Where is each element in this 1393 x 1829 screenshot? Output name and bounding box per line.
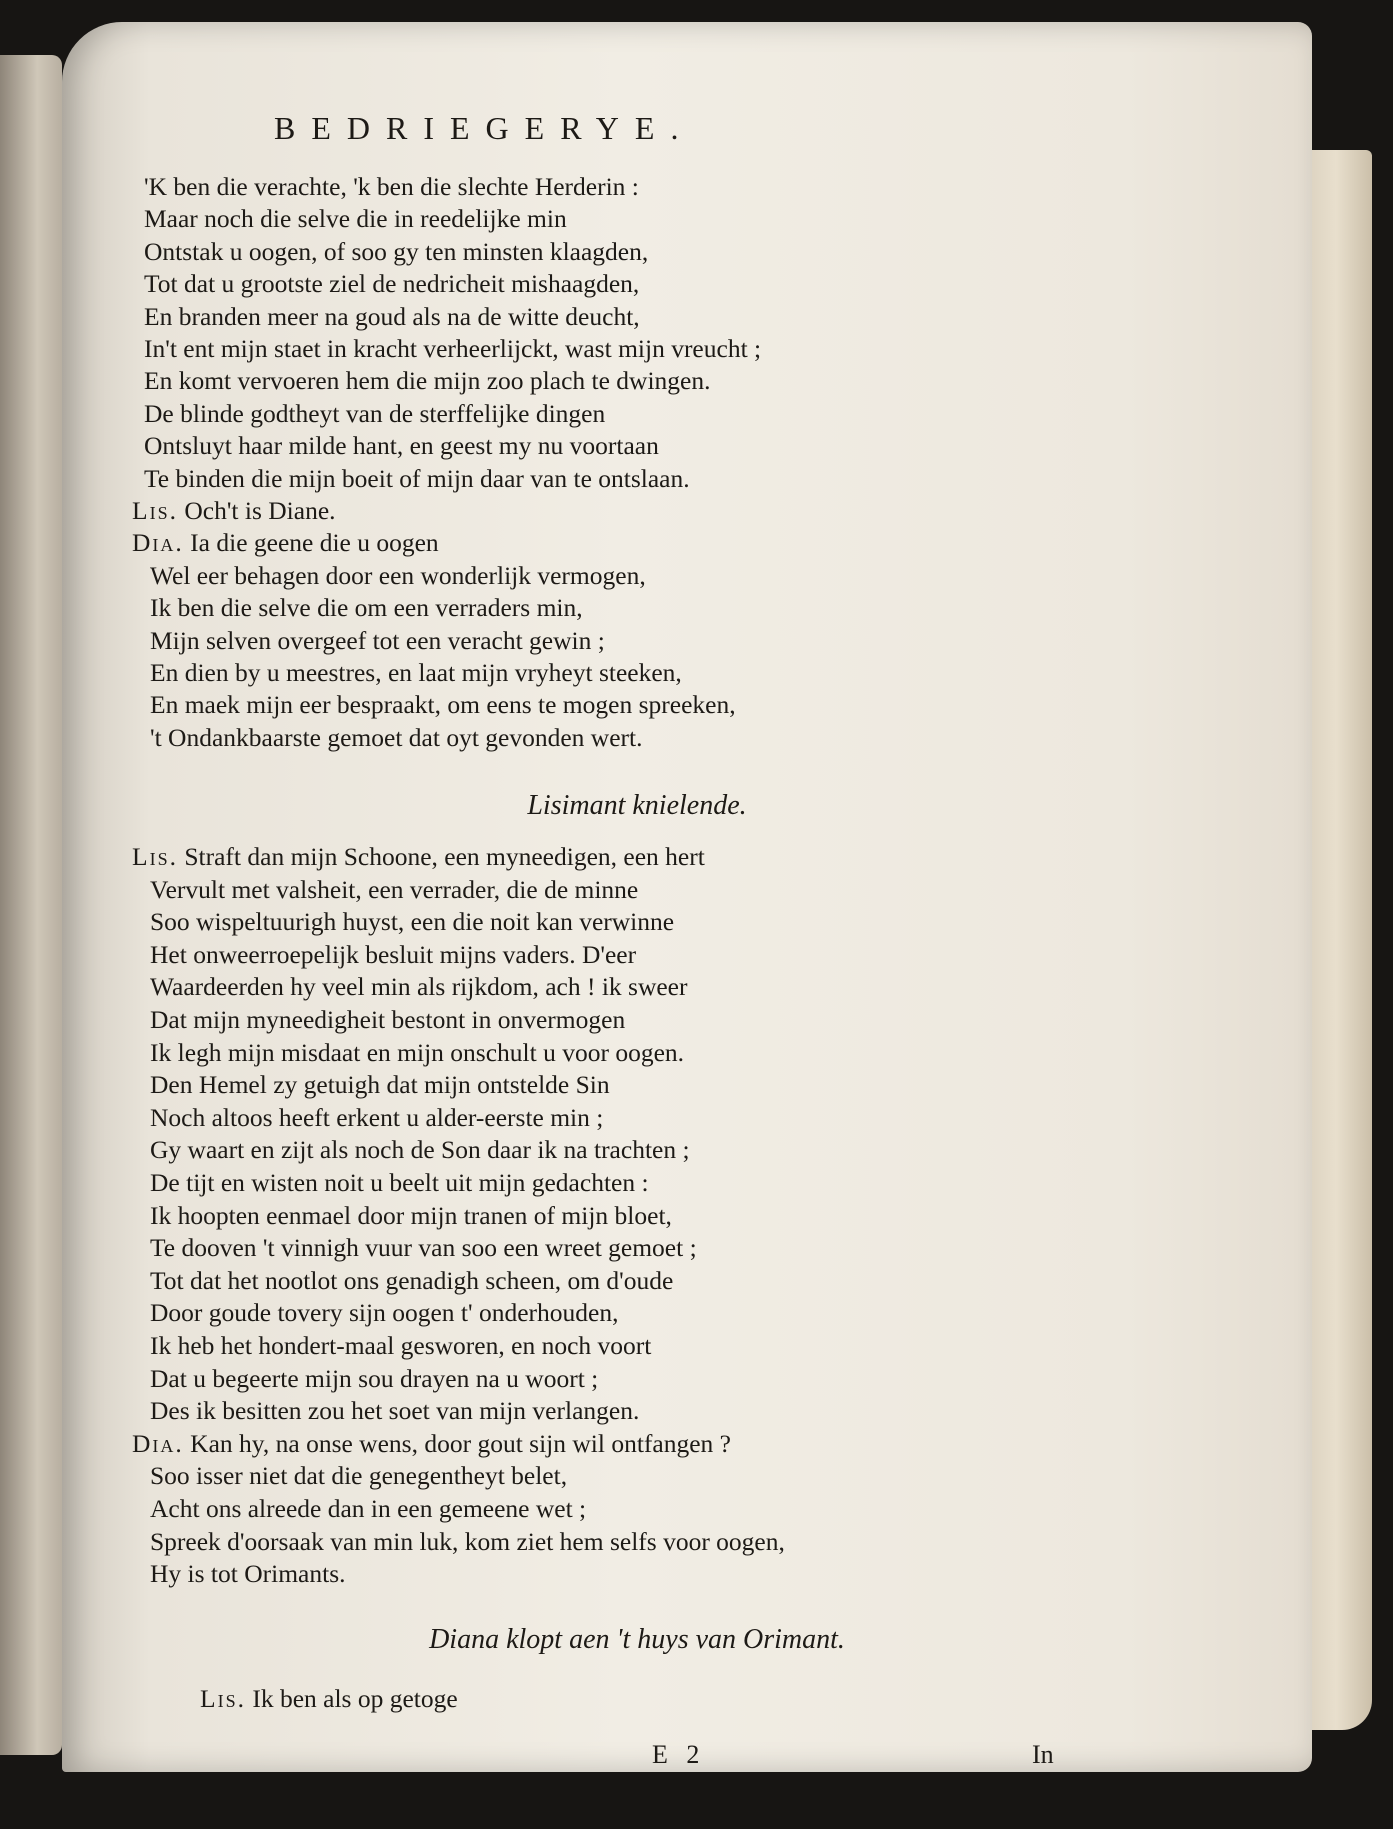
line-text: Het onweerroepelijk besluit mijns vaders. D'eer bbox=[150, 939, 637, 969]
verse-line bbox=[150, 1364, 1050, 1394]
verse-line bbox=[150, 1233, 1050, 1263]
verse-line bbox=[150, 875, 1050, 905]
line-text: Des ik besitten zou het soet van mijn verlangen. bbox=[150, 1396, 640, 1426]
line-text: Dat u begeerte mijn sou drayen na u woort ; bbox=[150, 1363, 599, 1393]
line-text: Wel eer behagen door een wonderlijk vermogen, bbox=[150, 560, 646, 590]
line-text: Vervult met valsheit, een verrader, die de minne bbox=[150, 874, 639, 904]
verse-line bbox=[150, 658, 1050, 688]
line-text: Den Hemel zy getuigh dat mijn ontstelde Sin bbox=[150, 1070, 610, 1100]
verse-line bbox=[150, 561, 1050, 591]
line-text: Spreek d'oorsaak van min luk, kom ziet hem selfs voor oogen, bbox=[150, 1526, 785, 1556]
verse-line bbox=[144, 204, 1044, 234]
line-text: Soo wispeltuurigh huyst, een die noit kan verwinne bbox=[150, 907, 675, 937]
verse-line bbox=[144, 172, 1044, 202]
line-text: 't Ondankbaarste gemoet dat oyt gevonden wert. bbox=[150, 722, 643, 752]
verse-line bbox=[144, 366, 1044, 396]
line-text: Dat mijn myneedigheit bestont in onvermogen bbox=[150, 1005, 626, 1034]
line-text: Mijn selven overgeef tot een veracht gewin ; bbox=[150, 625, 605, 655]
line-text: Ontstak u oogen, of soo gy ten minsten klaagden, bbox=[144, 236, 649, 266]
verse-line bbox=[132, 496, 1032, 526]
verse-line bbox=[150, 1038, 1050, 1068]
line-text: De tijt en wisten noit u beelt uit mijn gedachten : bbox=[150, 1168, 649, 1197]
line-text: De blinde godtheyt van de sterffelijke dingen bbox=[144, 398, 606, 428]
verse-line bbox=[144, 431, 1044, 461]
verse-line bbox=[132, 528, 1032, 558]
line-text: Door goude tovery sijn oogen t' onderhouden, bbox=[150, 1298, 619, 1328]
verse-line bbox=[144, 237, 1044, 267]
verse-line bbox=[150, 1494, 1050, 1524]
stage-direction-lisimant: Lisimant knielende. bbox=[527, 790, 747, 821]
signature-mark: E 2 bbox=[652, 1740, 706, 1769]
line-text: Hy is tot Orimants. bbox=[150, 1559, 346, 1589]
verse-line bbox=[150, 1266, 1050, 1296]
verse-line bbox=[150, 626, 1050, 656]
speaker-label: Lis. bbox=[132, 842, 178, 871]
line-text: Ik hoopten eenmael door mijn tranen of mijn bloet, bbox=[150, 1200, 672, 1230]
facing-page-edge bbox=[0, 55, 62, 1755]
verse-line bbox=[144, 399, 1044, 429]
line-text: Ia die geene die u oogen bbox=[190, 528, 439, 558]
verse-line bbox=[150, 940, 1050, 970]
stage-direction-diana: Diana klopt aen 't huys van Orimant. bbox=[429, 1624, 845, 1655]
verse-line bbox=[150, 1103, 1050, 1133]
verse-line bbox=[150, 1396, 1050, 1426]
line-text: En branden meer na goud als na de witte deucht, bbox=[144, 301, 640, 331]
verse-line bbox=[150, 1135, 1050, 1165]
line-text: Ontsluyt haar milde hant, en geest my nu voortaan bbox=[144, 431, 659, 461]
verse-line bbox=[144, 269, 1044, 299]
verse-line bbox=[150, 1559, 1050, 1589]
verse-line bbox=[144, 302, 1044, 332]
line-text: Ik heb het hondert-maal gesworen, en noch voort bbox=[150, 1331, 652, 1360]
line-text: Och't is Diane. bbox=[184, 496, 336, 525]
line-text: Te binden die mijn boeit of mijn daar van te ontslaan. bbox=[144, 463, 690, 493]
verse-line bbox=[150, 972, 1050, 1002]
line-text: Kan hy, na onse wens, door gout sijn wil ontfangen ? bbox=[190, 1428, 732, 1458]
speaker-label: Lis. bbox=[132, 496, 178, 525]
verse-line bbox=[150, 593, 1050, 623]
catchword: In bbox=[1032, 1740, 1054, 1769]
line-text: Tot dat u grootste ziel de nedricheit mishaagden, bbox=[144, 269, 640, 299]
running-head: BEDRIEGERYE. bbox=[274, 110, 695, 146]
verse-line bbox=[150, 1168, 1050, 1198]
verse-line bbox=[150, 1331, 1050, 1361]
line-text: 'K ben die verachte, 'k ben die slechte Herderin : bbox=[144, 172, 639, 201]
line-text: Gy waart en zijt als noch de Son daar ik na trachten ; bbox=[150, 1135, 690, 1165]
verse-line bbox=[150, 1461, 1050, 1491]
verse-line bbox=[150, 1005, 1050, 1035]
book-page bbox=[62, 22, 1312, 1772]
verse-line-last bbox=[200, 1684, 1100, 1714]
line-text: Tot dat het nootlot ons genadigh scheen, om d'oude bbox=[150, 1265, 674, 1295]
line-text: In't ent mijn staet in kracht verheerlijckt, wast mijn vreucht ; bbox=[144, 334, 762, 363]
line-text: En dien by u meestres, en laat mijn vryheyt steeken, bbox=[150, 658, 682, 687]
speaker-label: Dia. bbox=[132, 1428, 184, 1458]
line-text: Ik ben die selve die om een verraders min, bbox=[150, 593, 583, 623]
verse-line bbox=[150, 1298, 1050, 1328]
verse-line bbox=[150, 1070, 1050, 1100]
line-text: Ik ben als op getoge bbox=[252, 1684, 458, 1713]
line-text: Soo isser niet dat die genegentheyt belet, bbox=[150, 1461, 568, 1491]
line-text: Maar noch die selve die in reedelijke min bbox=[144, 204, 567, 234]
verse-line bbox=[132, 842, 1032, 872]
line-text: Te dooven 't vinnigh vuur van soo een wreet gemoet ; bbox=[150, 1233, 697, 1263]
verse-line bbox=[150, 1527, 1050, 1557]
line-text: Straft dan mijn Schoone, een myneedigen, een hert bbox=[184, 842, 705, 871]
line-text: En maek mijn eer bespraakt, om eens te mogen spreeken, bbox=[150, 690, 736, 720]
verse-line bbox=[150, 907, 1050, 937]
speaker-label: Dia. bbox=[132, 528, 184, 558]
verse-line bbox=[150, 1201, 1050, 1231]
line-text: En komt vervoeren hem die mijn zoo plach te dwingen. bbox=[144, 366, 711, 396]
line-text: Noch altoos heeft erkent u alder-eerste min ; bbox=[150, 1102, 604, 1132]
verse-line bbox=[144, 334, 1044, 364]
line-text: Acht ons alreede dan in een gemeene wet ; bbox=[150, 1494, 587, 1523]
verse-line bbox=[144, 464, 1044, 494]
verse-line bbox=[132, 1429, 1032, 1459]
speaker-label: Lis. bbox=[200, 1684, 246, 1713]
line-text: Waardeerden hy veel min als rijkdom, ach ! ik sweer bbox=[150, 972, 688, 1002]
line-text: Ik legh mijn misdaat en mijn onschult u voor oogen. bbox=[150, 1037, 685, 1067]
verse-line bbox=[150, 723, 1050, 753]
verse-line bbox=[150, 690, 1050, 720]
